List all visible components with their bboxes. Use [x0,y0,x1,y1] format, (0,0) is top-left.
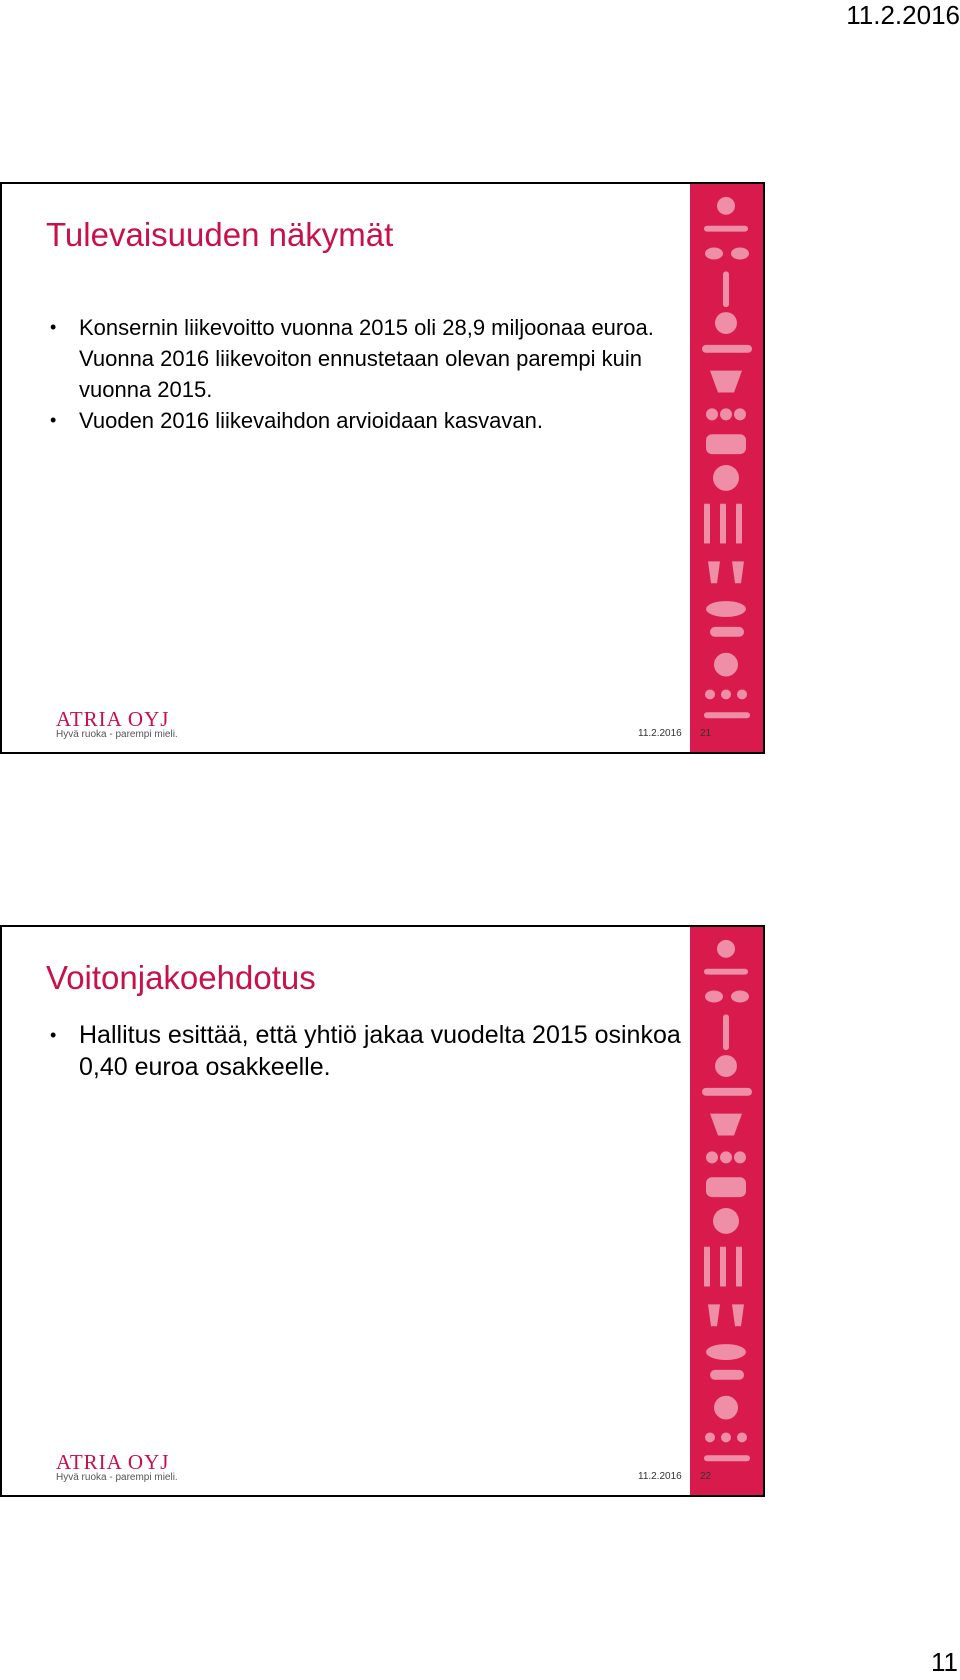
logo-tagline: Hyvä ruoka - parempi mieli. [56,1472,178,1483]
decorative-food-pattern [690,927,763,1495]
slide-21 [0,182,765,754]
bullet-item: • Hallitus esittää, että yhtiö jakaa vuodelta 2015 osinkoa 0,40 euroa osakkeelle. [50,1019,690,1083]
logo-name: ATRIA OYJ [56,1450,170,1474]
slide-number: 22 [700,1471,712,1482]
slide-title: Voitonjakoehdotus [46,959,316,996]
header-date: 11.2.2016 [846,0,960,30]
bullet-list [50,312,690,436]
slide-number: 21 [700,728,712,739]
logo-tagline: Hyvä ruoka - parempi mieli. [56,729,178,740]
slide-22 [0,925,765,1497]
bullet-list [50,1019,690,1083]
decorative-food-pattern [690,184,763,752]
bullet-item: • Vuoden 2016 liikevaihdon arvioidaan kasvavan. [50,405,690,436]
page-number: 11 [931,1647,958,1677]
slide-footer-date: 11.2.2016 [638,728,682,739]
slide-title: Tulevaisuuden näkymät [46,216,394,253]
atria-logo [56,1452,178,1484]
atria-logo [56,709,178,741]
slide-footer-date: 11.2.2016 [638,1471,682,1482]
bullet-item: • Konsernin liikevoitto vuonna 2015 oli 28,9 miljoonaa euroa. Vuonna 2016 liikevoiton ennustetaan olevan parempi kuin vuonna 2015. [50,312,690,405]
logo-name: ATRIA OYJ [56,707,170,731]
